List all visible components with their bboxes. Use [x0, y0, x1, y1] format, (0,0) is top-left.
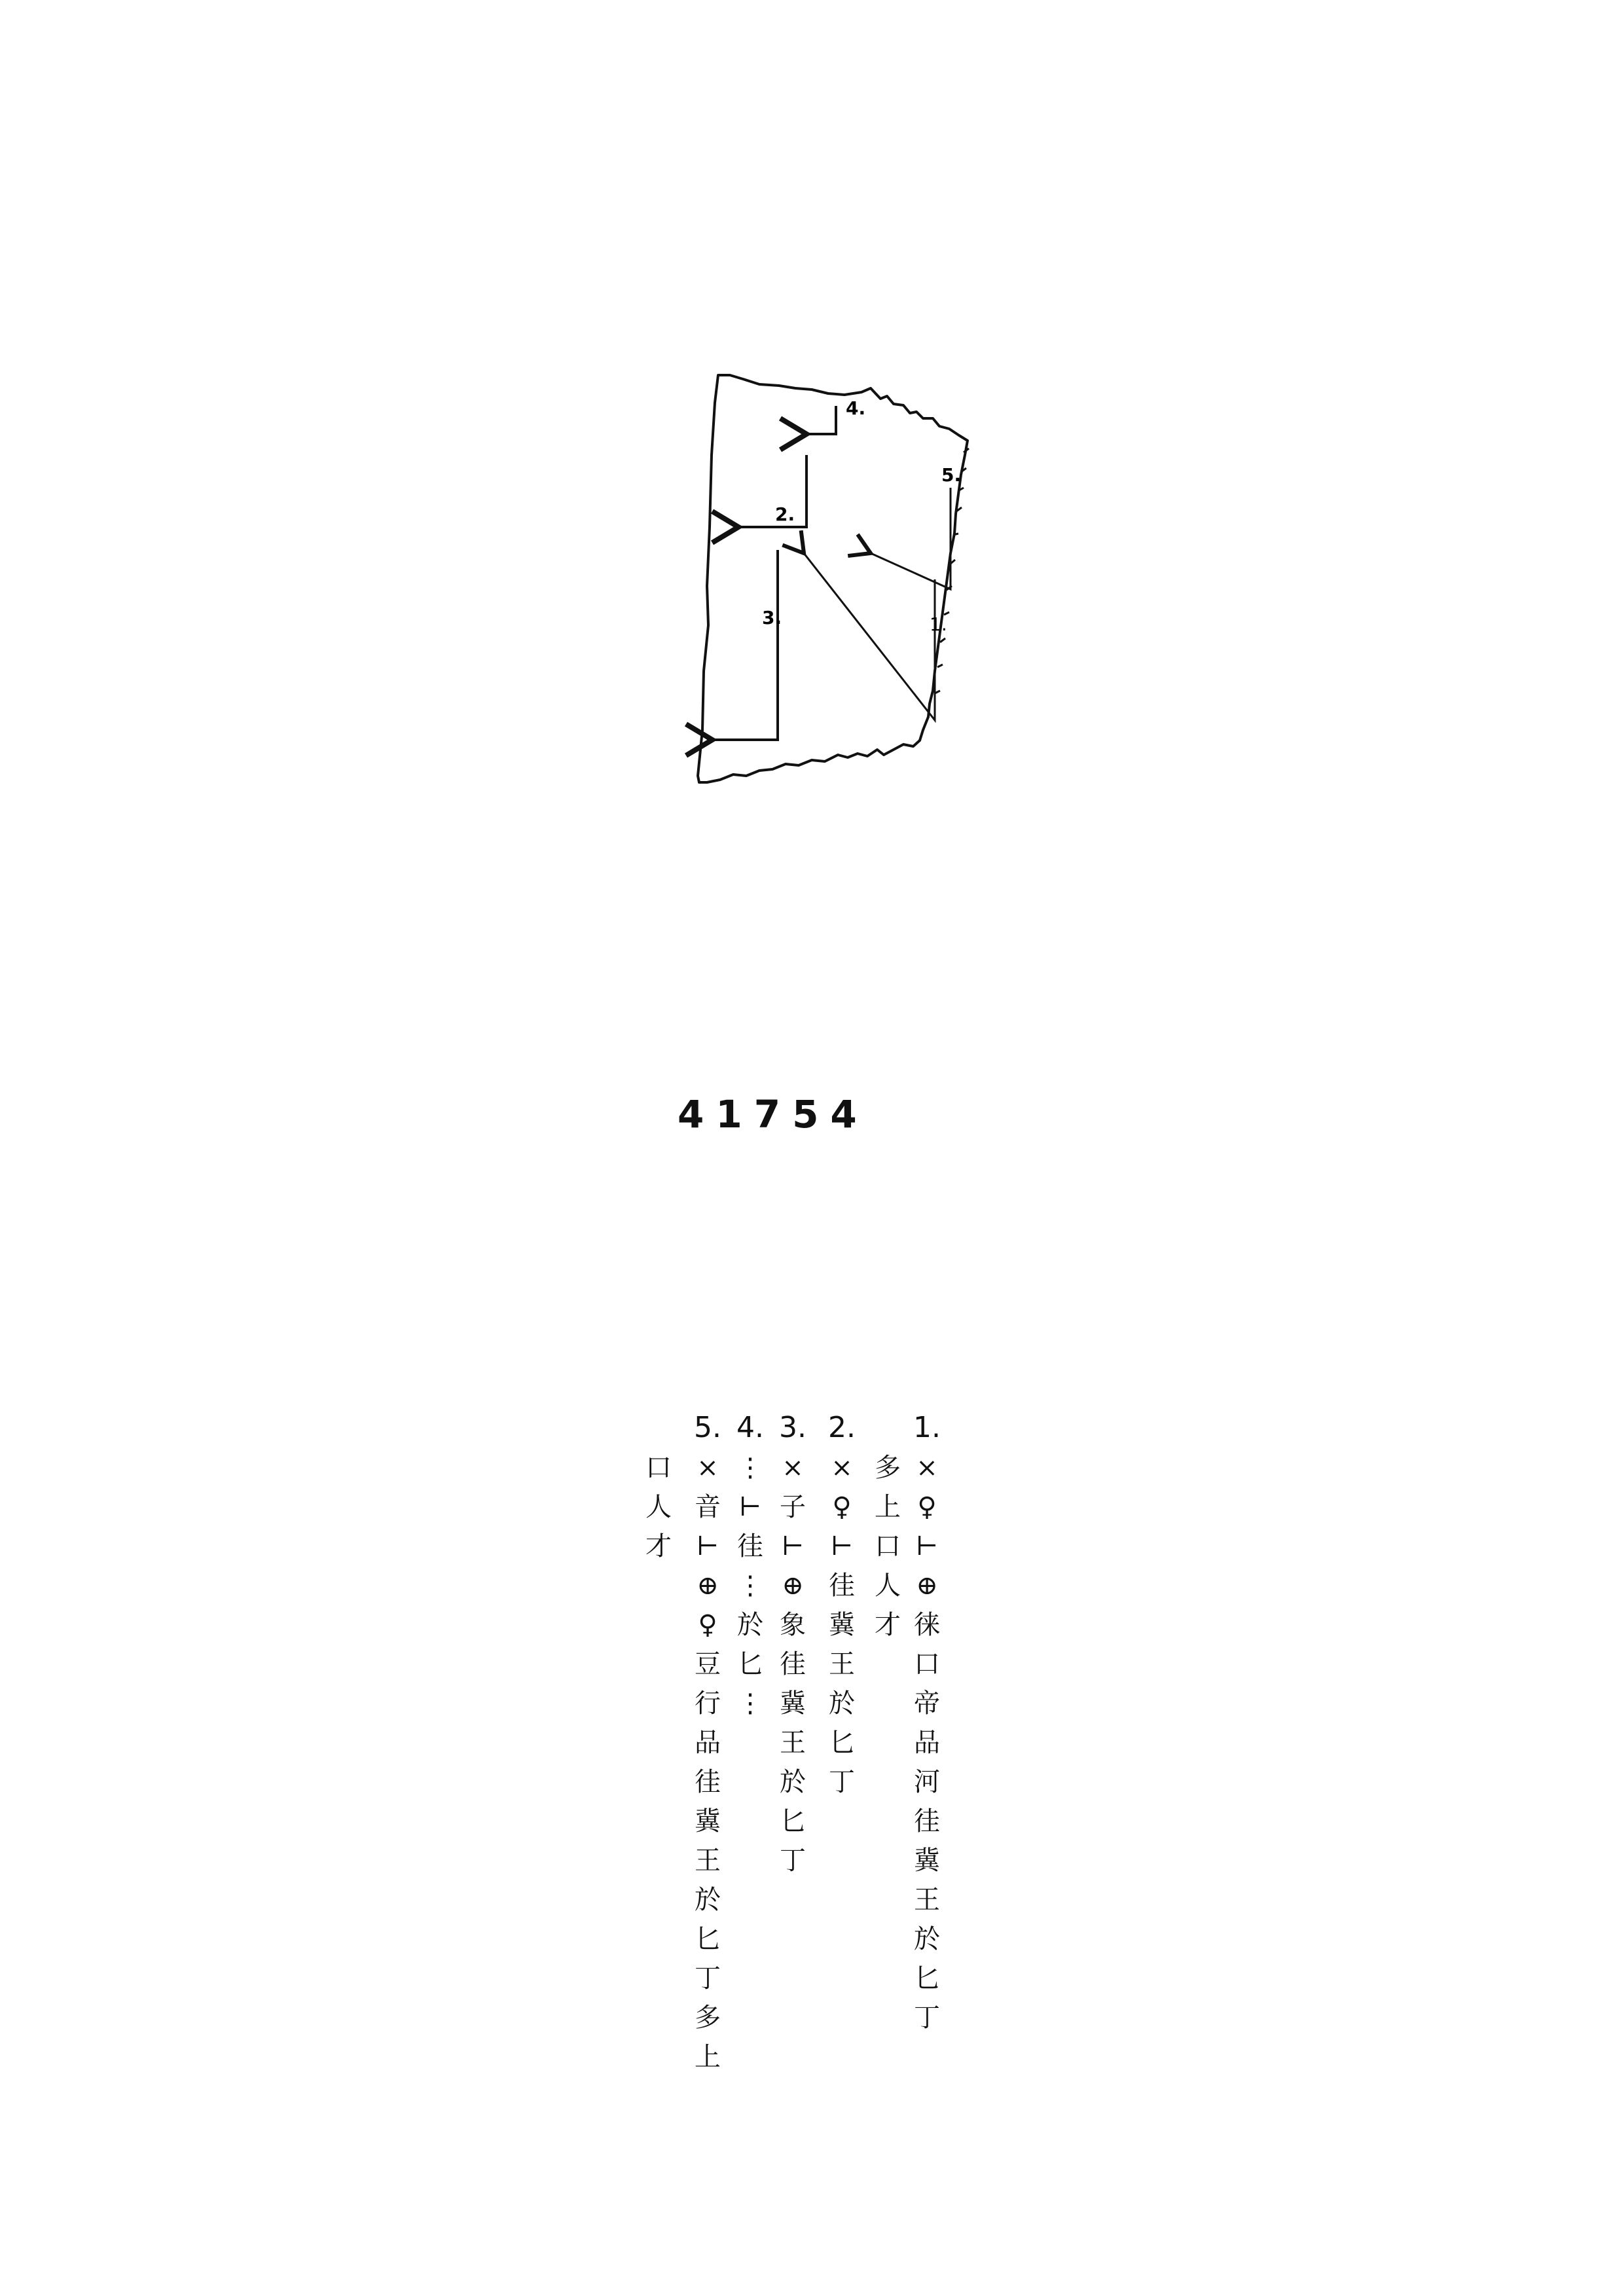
- inscription-column-2: [825, 1408, 859, 1802]
- inscription-glyph: 品: [914, 1728, 940, 1758]
- inscription-glyph: ⋮: [737, 1571, 763, 1601]
- inscription-column-3: [776, 1408, 810, 1880]
- inscription-glyph: ⊕: [697, 1571, 719, 1601]
- column-number: 4.: [736, 1411, 764, 1444]
- inscription-glyph: ♀: [917, 1492, 937, 1522]
- inscription-glyph: 人: [875, 1571, 901, 1601]
- glyph-list: [825, 1448, 859, 1802]
- inscription-glyph: 音: [695, 1492, 721, 1522]
- inscription-glyph: 行: [695, 1688, 721, 1719]
- inscription-glyph: 於: [780, 1767, 806, 1797]
- inscription-glyph: 匕: [780, 1806, 806, 1836]
- inscription-glyph: ⊕: [916, 1571, 938, 1601]
- reading-arrow-2: [738, 455, 806, 527]
- inscription-glyph: 於: [914, 1924, 940, 1954]
- column-number: 5.: [694, 1411, 721, 1444]
- inscription-glyph: ⊢: [830, 1531, 854, 1561]
- inscription-glyph: 王: [780, 1728, 806, 1758]
- glyph-list: [642, 1448, 676, 1566]
- inscription-glyph: 徍: [695, 1767, 721, 1797]
- glyph-list: [733, 1448, 767, 1723]
- inscription-column-4: [733, 1408, 767, 1723]
- inscription-glyph: ⨯: [782, 1453, 804, 1483]
- inscription-glyph: 冀: [780, 1688, 806, 1719]
- inscription-glyph: 丁: [695, 1963, 721, 1994]
- inscription-glyph: 王: [829, 1649, 855, 1679]
- inscription-glyph: ♀: [698, 1610, 717, 1640]
- inscription-glyph: 徍: [914, 1806, 940, 1836]
- inscription-glyph: 品: [695, 1728, 721, 1758]
- diagram-label-5: 5.: [941, 464, 962, 486]
- glyph-list: [910, 1448, 944, 2037]
- inscription-glyph: 匕: [914, 1963, 940, 1994]
- reading-arrow-4: [806, 406, 836, 434]
- inscription-glyph: 於: [695, 1885, 721, 1915]
- inscription-column-5: [691, 1408, 725, 2077]
- transcription: [628, 1408, 969, 2193]
- inscription-glyph: 徕: [914, 1610, 940, 1640]
- inscription-glyph: 冀: [829, 1610, 855, 1640]
- inscription-glyph: 丁: [829, 1767, 855, 1797]
- reading-arrow-3: [712, 550, 778, 740]
- inscription-glyph: ⨯: [916, 1453, 938, 1483]
- inscription-glyph: 上: [695, 2042, 721, 2072]
- inscription-glyph: 匕: [695, 1924, 721, 1954]
- inscription-glyph: 冀: [695, 1806, 721, 1836]
- glyph-list: [871, 1448, 905, 1645]
- inscription-glyph: 匕: [737, 1649, 763, 1679]
- inscription-glyph: 豆: [695, 1649, 721, 1679]
- inscription-glyph: 於: [737, 1610, 763, 1640]
- inscription-glyph: 徍: [829, 1571, 855, 1601]
- diagram-label-4: 4.: [846, 397, 866, 419]
- inscription-glyph: ⊢: [738, 1492, 762, 1522]
- inscription-glyph: ⋮: [737, 1453, 763, 1483]
- inscription-glyph: 才: [645, 1531, 672, 1561]
- inscription-glyph: 象: [780, 1610, 806, 1640]
- glyph-list: [691, 1448, 725, 2077]
- reading-arrow-1: [804, 553, 935, 720]
- catalog-number: 41754: [678, 1092, 869, 1137]
- inscription-glyph: 丁: [914, 2003, 940, 2033]
- column-number: 2.: [828, 1411, 856, 1444]
- inscription-glyph: 於: [829, 1688, 855, 1719]
- inscription-column-1-continuation: [871, 1448, 905, 1645]
- bone-fragment-diagram: [681, 363, 1021, 795]
- inscription-glyph: ⊕: [782, 1571, 804, 1601]
- inscription-glyph: ⨯: [831, 1453, 853, 1483]
- glyph-list: [776, 1448, 810, 1880]
- inscription-glyph: 多: [875, 1453, 901, 1483]
- inscription-glyph: 多: [695, 2003, 721, 2033]
- inscription-column-5-continuation: [642, 1448, 676, 1566]
- inscription-column-1: [910, 1408, 944, 2037]
- reading-arrow-5: [871, 488, 951, 589]
- column-number: 1.: [913, 1411, 941, 1444]
- inscription-glyph: ⨯: [697, 1453, 719, 1483]
- inscription-glyph: 匕: [829, 1728, 855, 1758]
- inscription-glyph: 人: [645, 1492, 672, 1522]
- inscription-glyph: ♀: [832, 1492, 852, 1522]
- inscription-glyph: 王: [914, 1885, 940, 1915]
- diagram-label-2: 2.: [775, 503, 795, 525]
- inscription-glyph: 口: [875, 1531, 901, 1561]
- inscription-glyph: 上: [875, 1492, 901, 1522]
- inscription-glyph: 才: [875, 1610, 901, 1640]
- inscription-glyph: ⊢: [915, 1531, 939, 1561]
- inscription-glyph: ⊢: [696, 1531, 719, 1561]
- inscription-glyph: 帝: [914, 1688, 940, 1719]
- column-number: 3.: [779, 1411, 806, 1444]
- diagram-label-1: 1.: [930, 613, 947, 635]
- inscription-glyph: 口: [645, 1453, 672, 1483]
- inscription-glyph: 河: [914, 1767, 940, 1797]
- inscription-glyph: 徍: [780, 1649, 806, 1679]
- inscription-glyph: 徍: [737, 1531, 763, 1561]
- inscription-glyph: 口: [914, 1649, 940, 1679]
- inscription-glyph: ⊢: [781, 1531, 805, 1561]
- inscription-glyph: 子: [780, 1492, 806, 1522]
- inscription-glyph: 冀: [914, 1846, 940, 1876]
- inscription-glyph: 王: [695, 1846, 721, 1876]
- inscription-glyph: ⋮: [737, 1688, 763, 1719]
- diagram-label-3: 3.: [762, 607, 782, 629]
- inscription-glyph: 丁: [780, 1846, 806, 1876]
